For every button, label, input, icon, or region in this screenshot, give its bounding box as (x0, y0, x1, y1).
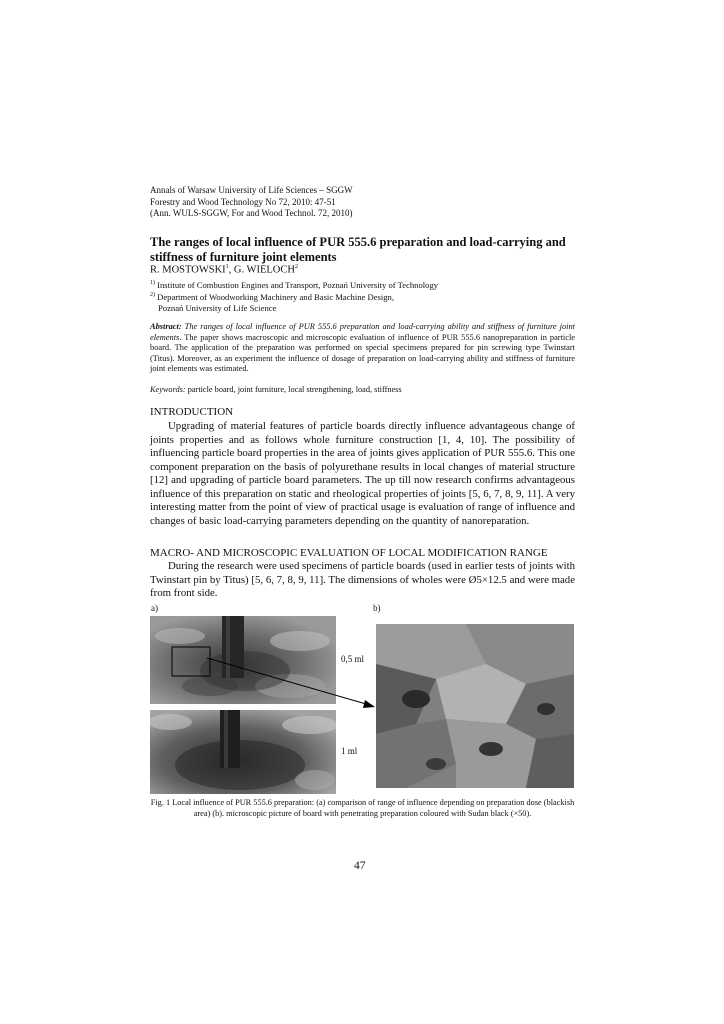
journal-header (150, 185, 353, 220)
abstract-label: Abstract: (150, 322, 182, 331)
author-1: R. MOSTOWSKI (150, 264, 226, 276)
page-number: 47 (354, 860, 366, 872)
author-2: , G. WIELOCH (228, 264, 295, 276)
authors (150, 264, 298, 276)
author-2-affiliation-mark: 2 (294, 264, 298, 270)
author-1-affiliation-mark: 1 (225, 264, 229, 270)
dose-label-1ml: 1 ml (341, 746, 358, 756)
abstract (150, 322, 575, 375)
section-heading-macro: MACRO- AND MICROSCOPIC EVALUATION OF LOCAL MODIFICATION RANGE (150, 547, 548, 559)
introduction-paragraph (150, 420, 575, 528)
keywords-text: particle board, joint furniture, local strengthening, load, stiffness (185, 385, 402, 394)
zoom-arrow (205, 650, 385, 720)
photo-microscopic (376, 624, 574, 788)
keywords-label: Keywords: (150, 385, 186, 394)
journal-line-1: Annals of Warsaw University of Life Sciences – SGGW (150, 185, 353, 195)
figure-label-a: a) (151, 603, 158, 613)
affiliation-1-mark: 1) (150, 280, 155, 286)
macro-paragraph (150, 560, 575, 601)
affiliations (150, 278, 438, 313)
affiliation-2-mark: 2) (150, 292, 155, 299)
macro-text: During the research were used specimens of particle boards (used in earlier tests of joints with Twinstart pin by Titus) [5, 6, 7, 8, 9, 11]. The dimensions of wholes were Ø5×12.5 and were made from front side. (150, 560, 575, 599)
affiliation-2-text: Department of Woodworking Machinery and Basic Machine Design, (155, 292, 394, 303)
journal-line-2: Forestry and Wood Technology No 72, 2010: 47-51 (150, 196, 336, 207)
abstract-italic-text: The ranges of local influence of PUR 555.6 preparation and load-carrying ability and stiffness of furniture joint elements (150, 322, 575, 342)
photo-microscopic-image (376, 624, 574, 788)
keywords (150, 385, 402, 394)
journal-line-3: (Ann. WULS-SGGW, For and Wood Technol. 72, 2010) (150, 208, 353, 218)
figure-label-b: b) (373, 603, 381, 613)
section-heading-introduction: INTRODUCTION (150, 406, 234, 418)
photo-dose-1ml (150, 710, 336, 794)
affiliation-2 (150, 290, 438, 302)
introduction-text: Upgrading of material features of particle boards directly influence advantageous change of joints properties and as follows whole furniture construction [1, 4, 10]. The possibility of influencing particle board properties in the area of joints gives application of PUR 555.6. This one component preparation on the basis of polyurethane results in local changes of material structure [12] and upgrading of particle board parameters. The up till now research confirms advantageous influence of this preparation on static and rheological properties of joints [5, 6, 7, 8, 9, 11]. A very interesting matter from the point of view of practical usage is evaluation of range of influence and changes of basic load-carrying parameters depending on the quantity of nanoreparation. (150, 420, 575, 527)
figure-caption: Fig. 1 Local influence of PUR 555.6 preparation: (a) comparison of range of influence depending on preparation dose (blackish area) (b). microscopic picture of board with penetrating preparation coloured with Sudan black (×50). (150, 798, 575, 818)
abstract-text: . The paper shows macroscopic and microscopic evaluation of influence of PUR 555.6 nanopreparation in particle board. The application of the preparation was performed on special specimens prepared for pin screwing type Twinstart (Titus). Moreover, as an experiment the influence of dosage of preparation on load-carrying ability and stiffness of furniture joint elements was estimated. (150, 332, 575, 373)
photo-dose-1ml-image (150, 710, 336, 794)
affiliation-2-line-2: Poznań University of Life Science (158, 302, 277, 313)
paper-title: The ranges of local influence of PUR 555.6 preparation and load-carrying and stiffness of furniture joint elements (150, 235, 566, 264)
dose-label-0-5ml: 0,5 ml (341, 654, 365, 664)
affiliation-1 (150, 278, 438, 290)
affiliation-1-text: Institute of Combustion Engines and Transport, Poznań University of Technology (155, 279, 439, 290)
